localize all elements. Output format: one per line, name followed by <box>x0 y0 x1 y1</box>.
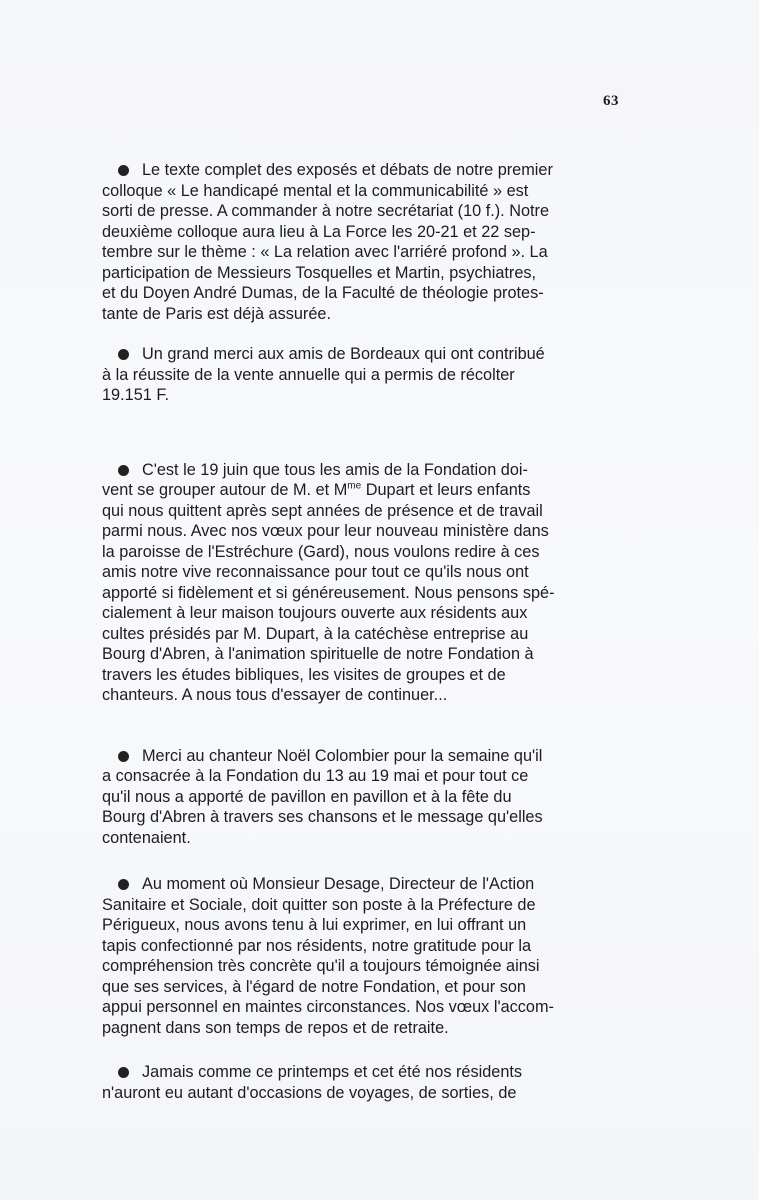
bullet-icon <box>118 465 129 476</box>
paragraph-dupart <box>102 460 630 706</box>
paragraph-line: Le texte complet des exposés et débats de notre premier <box>102 160 630 181</box>
paragraph-line: Au moment où Monsieur Desage, Directeur de l'Action <box>102 874 630 895</box>
paragraph-line: tapis confectionné par nos résidents, notre gratitude pour la <box>102 936 532 955</box>
paragraph-voyages <box>102 1062 630 1103</box>
paragraph-line: travers les études bibliques, les visites de groupes et de <box>102 665 506 684</box>
paragraph-line: la paroisse de l'Estréchure (Gard), nous voulons redire à ces <box>102 542 540 561</box>
paragraph-line: que ses services, à l'égard de notre Fondation, et pour son <box>102 977 526 996</box>
bullet-icon <box>118 349 129 360</box>
paragraph-line: appui personnel en maintes circonstances. Nos vœux l'accom- <box>102 998 554 1016</box>
paragraph-line: qu'il nous a apporté de pavillon en pavillon et à la fête du <box>102 787 512 806</box>
paragraph-line: tembre sur le thème : « La relation avec l'arriéré profond ». La <box>102 243 548 261</box>
bullet-icon <box>118 879 129 890</box>
paragraph-desage <box>102 874 630 1038</box>
paragraph-line: n'auront eu autant d'occasions de voyages, de sorties, de <box>102 1083 517 1102</box>
paragraph-line: cialement à leur maison toujours ouverte aux résidents aux <box>102 604 528 622</box>
paragraph-line: et du Doyen André Dumas, de la Faculté de théologie protes- <box>102 284 544 302</box>
paragraph-line: cultes présidés par M. Dupart, à la catéchèse entreprise au <box>102 624 529 643</box>
paragraph-line: apporté si fidèlement et si généreusement. Nous pensons spé- <box>102 583 555 602</box>
paragraph-bordeaux <box>102 344 630 406</box>
paragraph-line: a consacrée à la Fondation du 13 au 19 mai et pour tout ce <box>102 767 529 785</box>
paragraph-line: qui nous quittent après sept années de présence et de travail <box>102 501 543 520</box>
bullet-icon <box>118 165 129 176</box>
paragraph-line: contenaient. <box>102 828 191 847</box>
paragraph-line: Un grand merci aux amis de Bordeaux qui ont contribué <box>102 344 630 365</box>
paragraph-line: C'est le 19 juin que tous les amis de la Fondation doi- <box>102 460 630 481</box>
paragraph-line: amis notre vive reconnaissance pour tout ce qu'ils nous ont <box>102 563 529 581</box>
paragraph-line: Sanitaire et Sociale, doit quitter son poste à la Préfecture de <box>102 895 536 914</box>
document-body <box>102 160 630 1103</box>
paragraph-line: colloque « Le handicapé mental et la communicabilité » est <box>102 181 529 200</box>
paragraph-line: 19.151 F. <box>102 386 169 404</box>
paragraph-line: sorti de presse. A commander à notre secrétariat (10 f.). Notre <box>102 202 550 220</box>
paragraph-colombier <box>102 746 630 849</box>
paragraph-line: Bourg d'Abren à travers ses chansons et le message qu'elles <box>102 808 543 826</box>
paragraph-line: Merci au chanteur Noël Colombier pour la semaine qu'il <box>102 746 630 767</box>
paragraph-line: Périgueux, nous avons tenu à lui exprimer, en lui offrant un <box>102 916 527 934</box>
paragraph-line: deuxième colloque aura lieu à La Force les 20-21 et 22 sep- <box>102 222 536 241</box>
paragraph-line: pagnent dans son temps de repos et de retraite. <box>102 1018 449 1037</box>
paragraph-line: tante de Paris est déjà assurée. <box>102 304 331 323</box>
bullet-icon <box>118 751 129 762</box>
paragraph-line: parmi nous. Avec nos vœux pour leur nouveau ministère dans <box>102 522 549 540</box>
paragraph-line: vent se grouper autour de M. et $M^{me}$ Dupart et leurs enfants <box>102 480 531 499</box>
paragraph-colloque <box>102 160 630 324</box>
paragraph-line: chanteurs. A nous tous d'essayer de continuer... <box>102 686 448 704</box>
paragraph-line: participation de Messieurs Tosquelles et Martin, psychiatres, <box>102 263 537 282</box>
paragraph-line: à la réussite de la vente annuelle qui a permis de récolter <box>102 365 515 384</box>
bullet-icon <box>118 1067 129 1078</box>
paragraph-line: Bourg d'Abren, à l'animation spirituelle de notre Fondation à <box>102 645 534 663</box>
paragraph-line: Jamais comme ce printemps et cet été nos résidents <box>102 1062 630 1083</box>
page-number: 63 <box>603 93 619 109</box>
paragraph-line: compréhension très concrète qu'il a toujours témoignée ainsi <box>102 957 540 975</box>
